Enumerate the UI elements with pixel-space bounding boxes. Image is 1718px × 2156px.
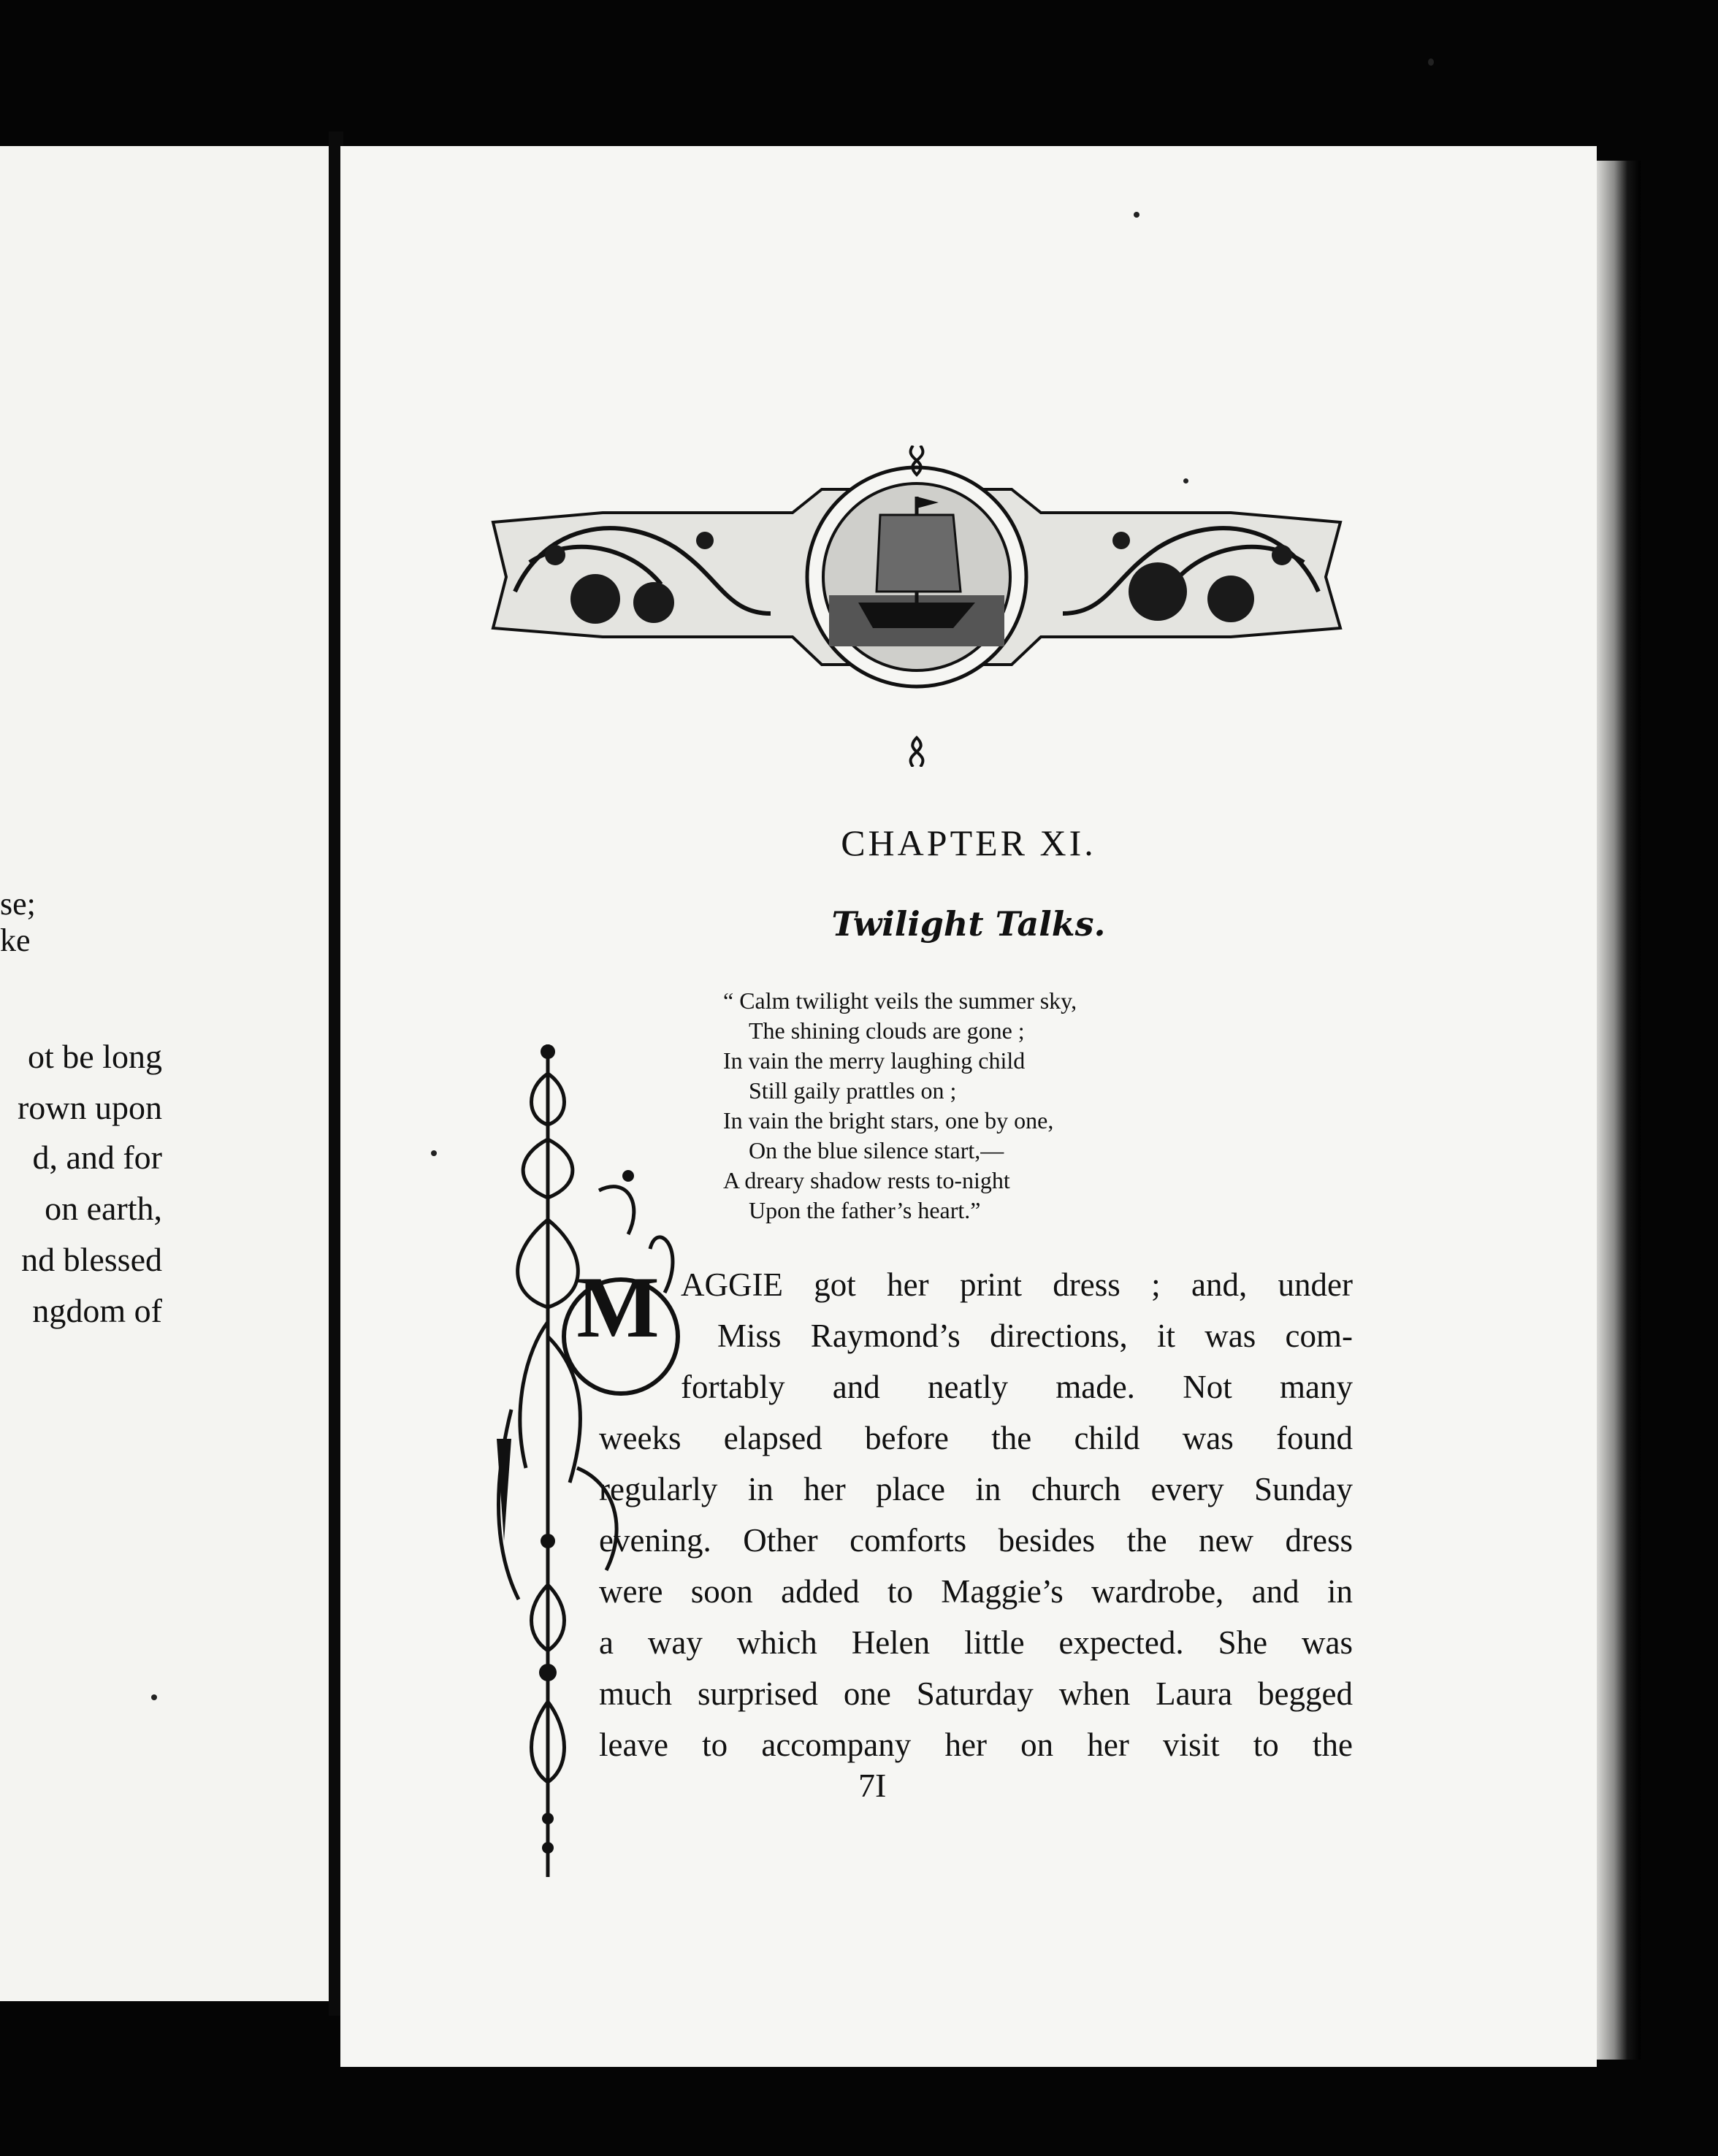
body-line: regularly in her place in church every Sunday	[599, 1471, 1353, 1507]
left-line: nd blessed	[21, 1241, 162, 1278]
left-line: ngdom of	[32, 1292, 162, 1329]
left-line: d, and for	[32, 1139, 162, 1176]
poem-line: A dreary shadow rests to-night	[723, 1167, 1010, 1193]
poem-line: “ Calm twilight veils the summer sky,	[723, 987, 1077, 1014]
poem-line: The shining clouds are gone ;	[749, 1017, 1025, 1044]
poem-line: In vain the merry laughing child	[723, 1047, 1026, 1074]
poem-line: Still gaily prattles on ;	[749, 1077, 957, 1104]
left-line: ot be long	[28, 1038, 162, 1075]
body-line: weeks elapsed before the child was found	[599, 1420, 1353, 1456]
chapter-subtitle: Twilight Talks.	[831, 904, 1106, 944]
body-line: leave to accompany her on her visit to the	[599, 1727, 1353, 1763]
epigraph-poem	[723, 986, 1077, 1226]
chapter-title: CHAPTER XI.	[841, 822, 1096, 863]
scan-speck	[151, 1694, 157, 1700]
drop-cap-initial: M	[576, 1258, 660, 1356]
body-line: AGGIE got her print dress ; and, under	[681, 1266, 1353, 1303]
ship-vignette-icon	[486, 446, 1348, 767]
scan-speck	[1428, 58, 1434, 66]
poem-line: In vain the bright stars, one by one,	[723, 1107, 1054, 1134]
body-line: Miss Raymond’s directions, it was com-	[717, 1318, 1353, 1354]
left-line: rown upon	[17, 1089, 162, 1126]
page-number: 7I	[858, 1767, 887, 1804]
body-line: evening. Other comforts besides the new dress	[599, 1522, 1353, 1559]
scan-speck	[431, 1150, 437, 1156]
body-line: fortably and neatly made. Not many	[681, 1369, 1353, 1405]
left-fragment: se;	[0, 886, 36, 922]
left-line: on earth,	[45, 1190, 162, 1227]
poem-line: On the blue silence start,—	[749, 1137, 1004, 1163]
poem-line: Upon the father’s heart.”	[749, 1197, 981, 1223]
body-line: much surprised one Saturday when Laura begged	[599, 1675, 1353, 1712]
scan-speck	[1134, 212, 1139, 218]
body-line: were soon added to Maggie’s wardrobe, and in	[599, 1573, 1353, 1610]
left-fragment: ke	[0, 922, 31, 958]
scan-speck	[1183, 478, 1188, 483]
body-line: a way which Helen little expected. She was	[599, 1624, 1353, 1661]
page-edge	[1597, 161, 1641, 2060]
